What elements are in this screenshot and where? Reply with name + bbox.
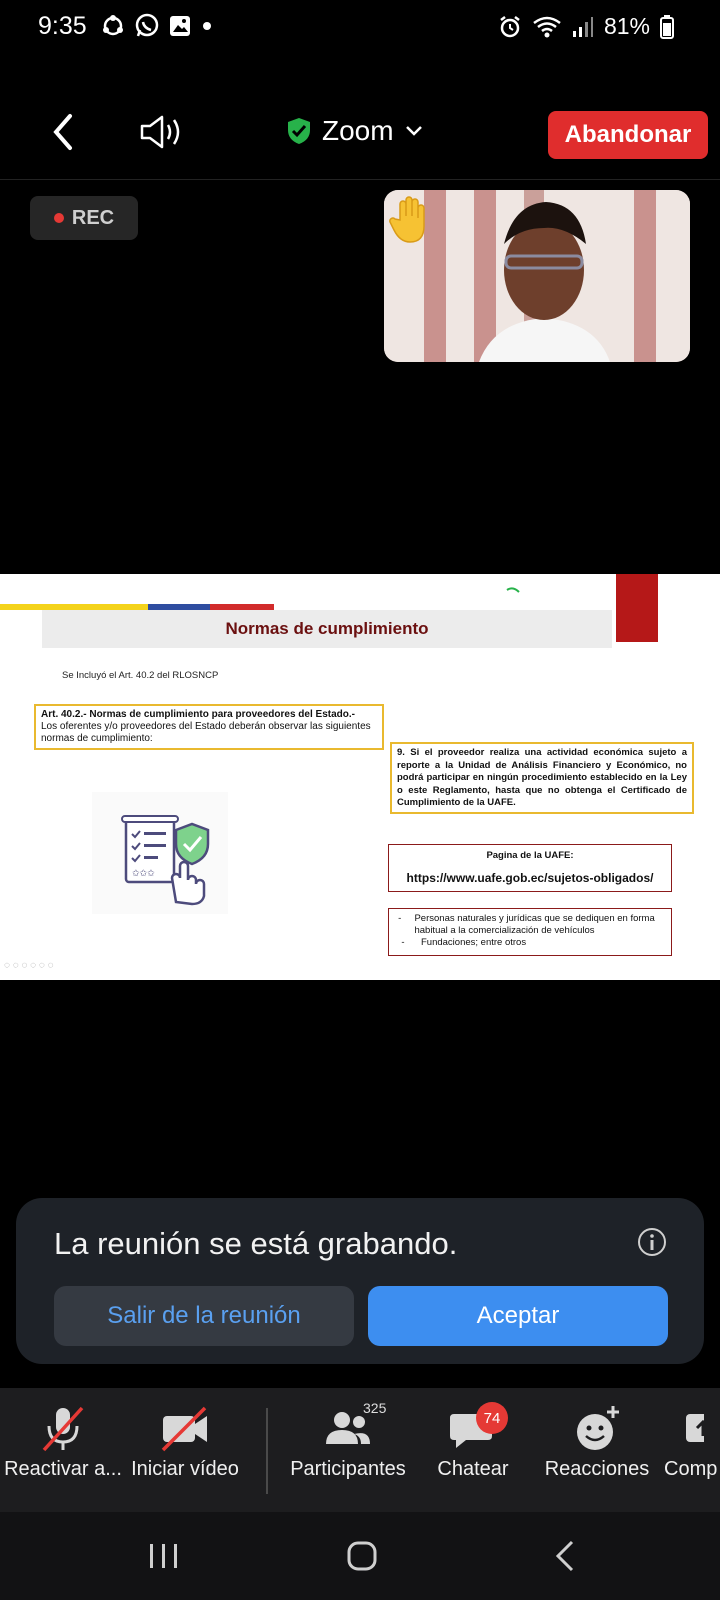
start-video-button[interactable] xyxy=(126,1388,244,1512)
share-button[interactable] xyxy=(664,1388,720,1512)
slide-subtitle: Se Incluyó el Art. 40.2 del RLOSNCP xyxy=(62,670,219,681)
chevron-down-icon xyxy=(404,124,424,138)
video-off-icon xyxy=(159,1404,211,1454)
chat-button[interactable] xyxy=(424,1388,522,1512)
shield-check-icon xyxy=(286,116,312,146)
system-nav-bar xyxy=(0,1512,720,1600)
gallery-icon xyxy=(168,14,192,38)
uafe-label: Pagina de la UAFE: xyxy=(486,850,574,861)
article-box xyxy=(34,704,384,750)
slide-title: Normas de cumplimiento xyxy=(225,619,429,638)
smiley-plus-icon xyxy=(571,1404,623,1454)
status-bar xyxy=(0,0,720,56)
corner-red-bar xyxy=(616,574,658,642)
whatsapp-icon xyxy=(134,13,160,39)
reactions-button[interactable] xyxy=(534,1388,660,1512)
home-icon[interactable] xyxy=(342,1536,382,1576)
compliance-illustration xyxy=(92,792,228,914)
meeting-title[interactable] xyxy=(286,115,424,147)
battery-percent: 81% xyxy=(603,13,650,39)
meeting-top-bar xyxy=(0,100,720,180)
wifi-icon xyxy=(532,15,562,39)
chevron-left-icon xyxy=(44,112,84,152)
loading-spinner-icon xyxy=(504,586,522,604)
chat-label: Chatear xyxy=(437,1458,509,1480)
participants-label: Participantes xyxy=(290,1458,406,1480)
unmute-label: Reactivar a... xyxy=(4,1458,122,1480)
list-item: - Fundaciones; entre otros xyxy=(401,937,527,948)
dot-icon xyxy=(200,19,214,33)
slide-toolbar-icons: ◌ ◌ ◌ ◌ ◌ ◌ xyxy=(4,960,54,971)
status-time: 9:35 xyxy=(38,12,87,40)
accept-button[interactable]: Aceptar xyxy=(368,1286,668,1346)
compliance-checklist-icon xyxy=(92,792,228,914)
signal-icon xyxy=(572,16,594,38)
list-item: - Personas naturales y jurídicas que se dediquen en forma habitual a la comercialización de vehículos xyxy=(398,913,655,936)
system-icons xyxy=(498,13,674,40)
notification-icons xyxy=(100,13,214,39)
back-nav-icon[interactable] xyxy=(546,1536,586,1576)
uafe-link-box xyxy=(388,844,672,892)
raised-hand-icon xyxy=(388,194,434,246)
sync-icon xyxy=(100,13,126,39)
recording-badge xyxy=(30,196,138,240)
participants-count: 325 xyxy=(363,1400,387,1416)
leave-button[interactable]: Abandonar xyxy=(548,111,708,159)
mic-muted-icon xyxy=(38,1404,88,1454)
obligated-persons-box xyxy=(388,908,672,956)
uafe-url: https://www.uafe.gob.ec/sujetos-obligados/ xyxy=(406,871,654,885)
alarm-icon xyxy=(498,15,522,39)
share-label: Comp xyxy=(664,1458,718,1480)
speaker-icon xyxy=(138,112,186,152)
shared-screen-slide[interactable] xyxy=(0,574,720,980)
info-icon[interactable] xyxy=(636,1226,668,1258)
battery-icon xyxy=(660,15,674,39)
speaker-button[interactable] xyxy=(138,112,186,152)
recording-label: REC xyxy=(71,206,115,229)
meeting-toolbar xyxy=(0,1388,720,1512)
chat-unread-badge: 74 xyxy=(476,1402,508,1434)
reactions-label: Reacciones xyxy=(544,1458,650,1480)
app-title: Zoom xyxy=(322,115,394,146)
toolbar-divider xyxy=(266,1408,268,1494)
recording-message: La reunión se está grabando. xyxy=(54,1226,458,1261)
share-screen-icon xyxy=(664,1404,704,1454)
svg-text:✩✩✩: ✩✩✩ xyxy=(132,869,155,879)
rule-9-box: 9. Si el proveedor realiza una actividad económica sujeto a reporte a la Unidad de Análisis Financiero y Económico, no podrá participar en ningún procedimiento establecido en la Ley o este Reglamento, hasta que no obtenga el Certificado de Cumplimiento de la UAFE. xyxy=(390,742,694,814)
back-button[interactable] xyxy=(44,112,84,152)
article-heading: Art. 40.2.- Normas de cumplimiento para proveedores del Estado.- xyxy=(41,709,355,720)
recording-notice-dialog xyxy=(16,1198,704,1364)
unmute-button[interactable] xyxy=(4,1388,122,1512)
recording-dot-icon xyxy=(54,213,64,223)
participant-video-tile[interactable] xyxy=(384,190,690,362)
participants-button[interactable] xyxy=(282,1388,414,1512)
article-body: Los oferentes y/o proveedores del Estado deberán observar las siguientes normas de cumplimiento: xyxy=(41,721,371,744)
slide-title-bar xyxy=(42,610,612,648)
recent-apps-icon[interactable] xyxy=(144,1536,184,1576)
leave-meeting-button[interactable]: Salir de la reunión xyxy=(54,1286,354,1346)
start-video-label: Iniciar vídeo xyxy=(131,1458,239,1480)
